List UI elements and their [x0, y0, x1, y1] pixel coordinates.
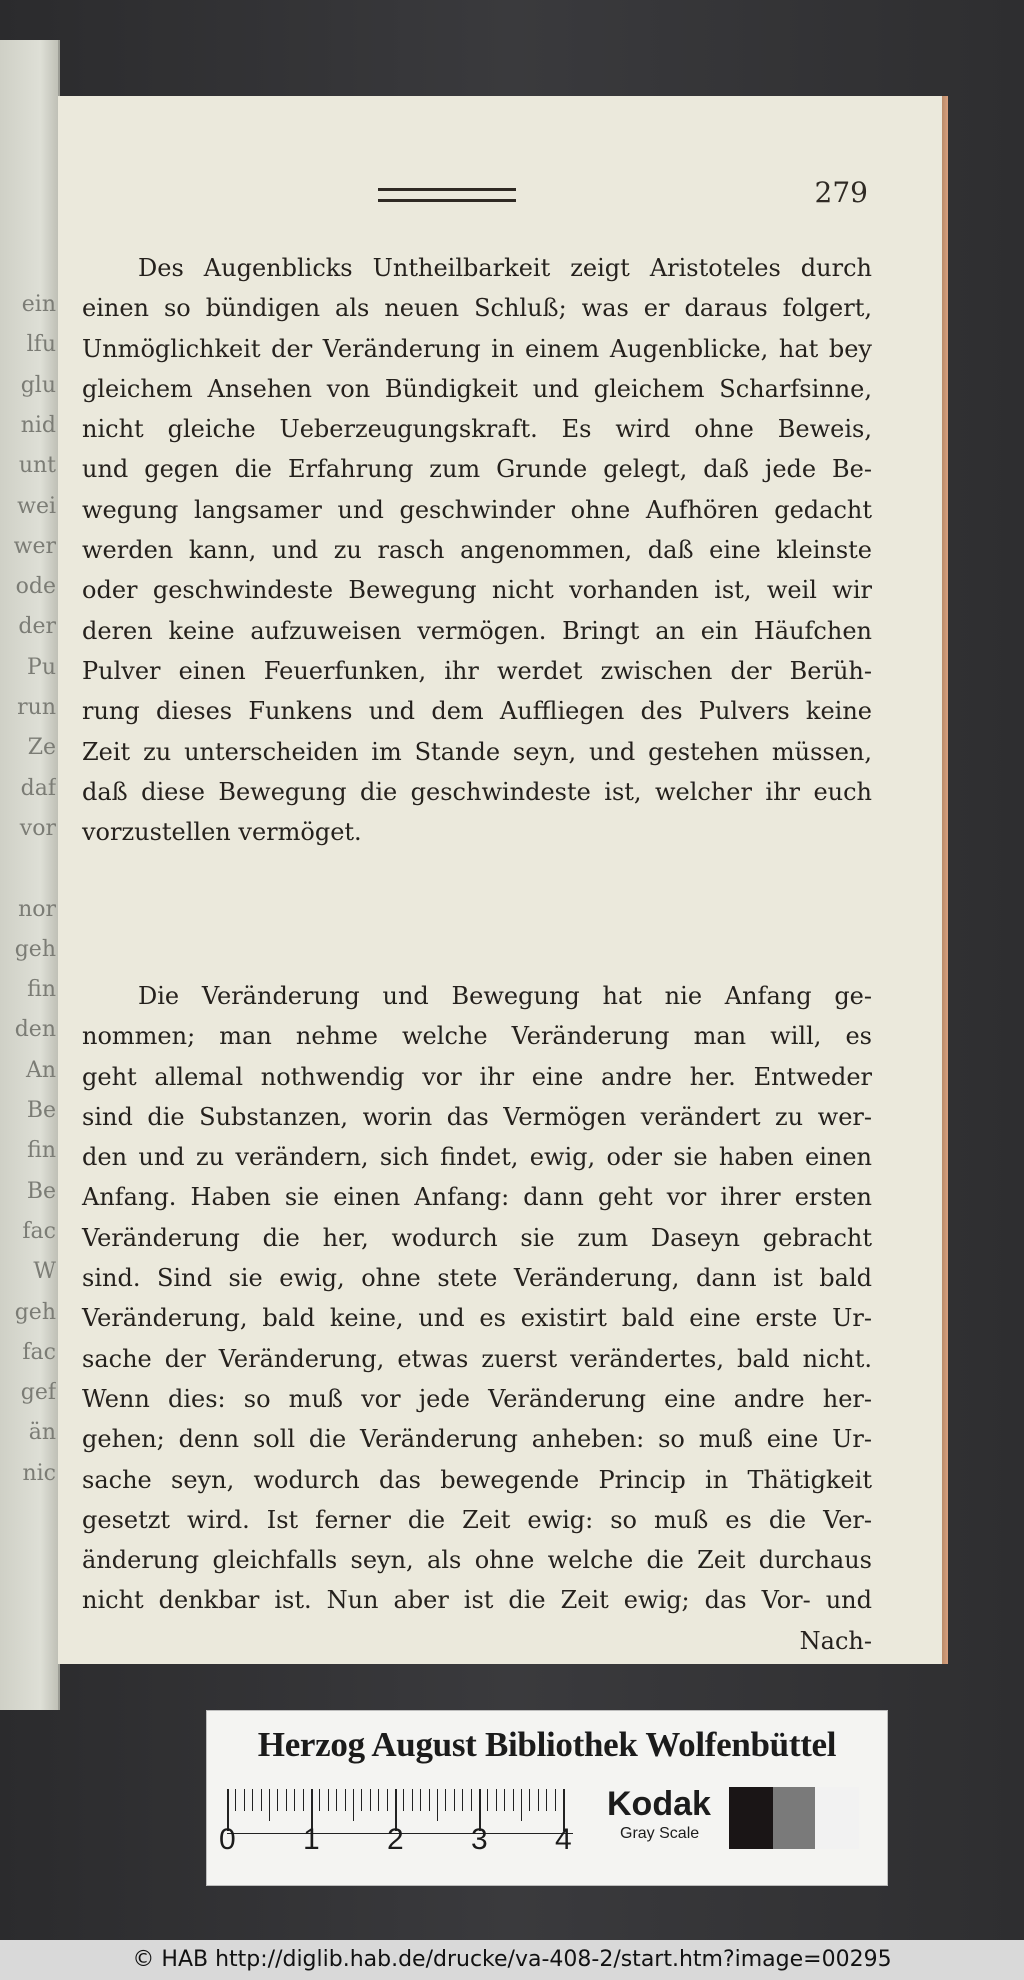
ruler-tick [429, 1789, 430, 1811]
text-line: Die Veränderung und Bewegung hat nie Anfang ge- [138, 982, 872, 1010]
facing-page-fragment: run [17, 695, 56, 720]
ruler-tick [445, 1789, 446, 1811]
ruler-number: 0 [219, 1823, 236, 1856]
facing-page-fragment: An [25, 1057, 56, 1083]
facing-page-fragment: ein [21, 292, 56, 317]
ruler-tick [336, 1789, 337, 1811]
facing-page-fragment: wei [17, 493, 56, 519]
paragraph-2 [82, 976, 872, 1621]
catchword-block [82, 1621, 872, 1661]
ruler-tick [353, 1789, 354, 1821]
page-number: 279 [814, 176, 868, 209]
ruler-tick [269, 1789, 270, 1821]
facing-page-fragment: nor [18, 896, 56, 922]
text-line: vorzustellen vermöget. [82, 818, 362, 847]
ruler-number: 2 [387, 1823, 404, 1856]
gray-swatch-light [815, 1787, 859, 1849]
kodak-label: Kodak [607, 1785, 711, 1823]
ruler-tick [555, 1789, 556, 1811]
text-line: Veränderung die her, wodurch sie zum Daseyn gebracht [82, 1223, 872, 1252]
ruler-tick [437, 1789, 438, 1821]
text-line: Veränderung, bald keine, und es existirt bald eine erste Ur- [82, 1304, 872, 1333]
ruler-tick [538, 1789, 539, 1811]
gray-scale-label: Gray Scale [620, 1825, 700, 1842]
ruler-tick [487, 1789, 488, 1811]
ruler-tick [546, 1789, 547, 1811]
text-line: Wenn dies: so muß vor jede Veränderung eine andre her- [82, 1384, 872, 1413]
book-page [58, 96, 942, 1664]
ruler-tick [261, 1789, 262, 1811]
ruler-tick [471, 1789, 472, 1811]
facing-page-fragment: Be [26, 1098, 56, 1123]
ruler-tick [294, 1789, 295, 1811]
ruler-number: 3 [471, 1823, 488, 1856]
ruler-tick [529, 1789, 530, 1811]
ruler-tick [513, 1789, 514, 1811]
facing-page-fragment: glu [20, 372, 56, 398]
text-line: nicht gleiche Ueberzeugungskraft. Es wird ohne Beweis, [82, 415, 872, 444]
footer-credit: © HAB http://diglib.hab.de/drucke/va-408-2/start.htm?image=00295 [0, 1940, 1024, 1980]
ruler-tick [403, 1789, 404, 1811]
ruler-tick [303, 1789, 304, 1811]
ruler-tick [454, 1789, 455, 1811]
facing-page-fragment: den [14, 1017, 56, 1043]
facing-page-fragment: unt [18, 453, 56, 479]
gray-swatch-mid [773, 1787, 815, 1849]
ruler-tick [252, 1789, 253, 1811]
facing-page-fragment: geh [14, 936, 56, 962]
text-line: einen so bündigen als neuen Schluß; was er daraus folgert, [82, 294, 872, 323]
facing-page-fragment: vor [19, 815, 56, 841]
header-rule [378, 188, 516, 202]
gray-swatch-dark [729, 1787, 773, 1849]
text-line: sind. Sind sie ewig, ohne stete Veränderung, dann ist bald [82, 1264, 872, 1293]
text-line: den und zu verändern, sich findet, ewig, oder sie haben einen [82, 1143, 872, 1172]
ruler-tick [370, 1789, 371, 1811]
facing-page-fragment: fac [22, 1339, 56, 1365]
facing-page-fragment: lfu [26, 332, 56, 358]
text-line: deren keine aufzuweisen vermögen. Bringt an ein Häufchen [82, 616, 872, 645]
ruler-tick [462, 1789, 463, 1811]
catchword: Nach- [799, 1627, 872, 1655]
facing-page-fragment: fac [22, 1218, 56, 1244]
text-line: und gegen die Erfahrung zum Grunde gelegt, daß jede Be- [82, 455, 872, 484]
text-line: Unmöglichkeit der Veränderung in einem Augenblicke, hat bey [82, 334, 872, 363]
scale-ruler [219, 1789, 573, 1856]
facing-page-fragment: W [33, 1259, 56, 1285]
ruler-number: 1 [303, 1823, 320, 1856]
ruler-number: 4 [555, 1823, 572, 1856]
text-line: Anfang. Haben sie einen Anfang: dann geht vor ihrer ersten [82, 1183, 872, 1212]
facing-page-fragment: fin [27, 1138, 56, 1164]
text-line: sache der Veränderung, etwas zuerst verändertes, bald nicht. [82, 1344, 872, 1373]
facing-page-fragment: nid [20, 412, 56, 438]
ruler-tick [412, 1789, 413, 1811]
text-line: nommen; man nehme welche Veränderung man will, es [82, 1022, 872, 1051]
facing-page-fragment: gef [20, 1380, 56, 1406]
ruler-tick [328, 1789, 329, 1811]
ruler-tick [521, 1789, 522, 1821]
text-line: rung dieses Funkens und dem Auffliegen des Pulvers keine [82, 697, 872, 726]
paragraph-1 [82, 248, 872, 852]
ruler-tick [361, 1789, 362, 1811]
text-line: gleichem Ansehen von Bündigkeit und gleichem Scharfsinne, [82, 374, 872, 403]
facing-page-fragment: geh [14, 1299, 56, 1325]
facing-page-fragment: än [28, 1420, 56, 1446]
text-line: Zeit zu unterscheiden im Stande seyn, und gestehen müssen, [82, 737, 872, 766]
text-line: nicht denkbar ist. Nun aber ist die Zeit ewig; das Vor- und [82, 1586, 872, 1615]
ruler-tick [504, 1789, 505, 1811]
ruler-tick [387, 1789, 388, 1811]
text-line: Pulver einen Feuerfunken, ihr werdet zwischen der Berüh- [82, 656, 872, 685]
text-line: änderung gleichfalls seyn, als ohne welche die Zeit durchaus [82, 1546, 872, 1575]
text-line: Des Augenblicks Untheilbarkeit zeigt Aristoteles durch [138, 254, 872, 282]
ruler-tick [244, 1789, 245, 1811]
text-line: sind die Substanzen, worin das Vermögen verändert zu wer- [82, 1102, 872, 1131]
facing-page-edge [0, 40, 60, 1710]
target-title: Herzog August Bibliothek Wolfenbüttel [257, 1725, 837, 1764]
color-target [206, 1710, 888, 1886]
facing-page-fragment: Ze [27, 735, 56, 761]
facing-page-fragment: der [18, 614, 56, 640]
text-line: werden kann, und zu rasch angenommen, daß eine kleinste [82, 536, 872, 565]
facing-page-fragment: daf [20, 775, 56, 801]
facing-page-fragment: fin [27, 977, 56, 1003]
text-line: gesetzt wird. Ist ferner die Zeit ewig: so muß es die Ver- [82, 1505, 872, 1534]
facing-page-fragment: wer [13, 533, 56, 559]
text-line: gehen; denn soll die Veränderung anheben: so muß eine Ur- [82, 1425, 872, 1454]
facing-page-fragment: nic [22, 1460, 56, 1486]
ruler-tick [277, 1789, 278, 1811]
text-line: daß diese Bewegung die geschwindeste ist, welcher ihr euch [82, 777, 872, 806]
ruler-tick [496, 1789, 497, 1811]
ruler-tick [420, 1789, 421, 1811]
ruler-tick [345, 1789, 346, 1811]
facing-page-fragment: ode [15, 574, 56, 600]
text-line: wegung langsamer und geschwinder ohne Aufhören gedacht [82, 495, 872, 524]
text-line: sache seyn, wodurch das bewegende Princip in Thätigkeit [82, 1465, 872, 1494]
ruler-tick [319, 1789, 320, 1811]
ruler-tick [286, 1789, 287, 1811]
text-line: geht allemal nothwendig vor ihr eine andre her. Entweder [82, 1062, 872, 1091]
facing-page-fragment: Be [26, 1178, 56, 1204]
ruler-tick [235, 1789, 236, 1811]
facing-page-fragment: Pu [27, 654, 56, 680]
ruler-tick [378, 1789, 379, 1811]
text-line: oder geschwindeste Bewegung nicht vorhanden ist, weil wir [82, 576, 872, 605]
